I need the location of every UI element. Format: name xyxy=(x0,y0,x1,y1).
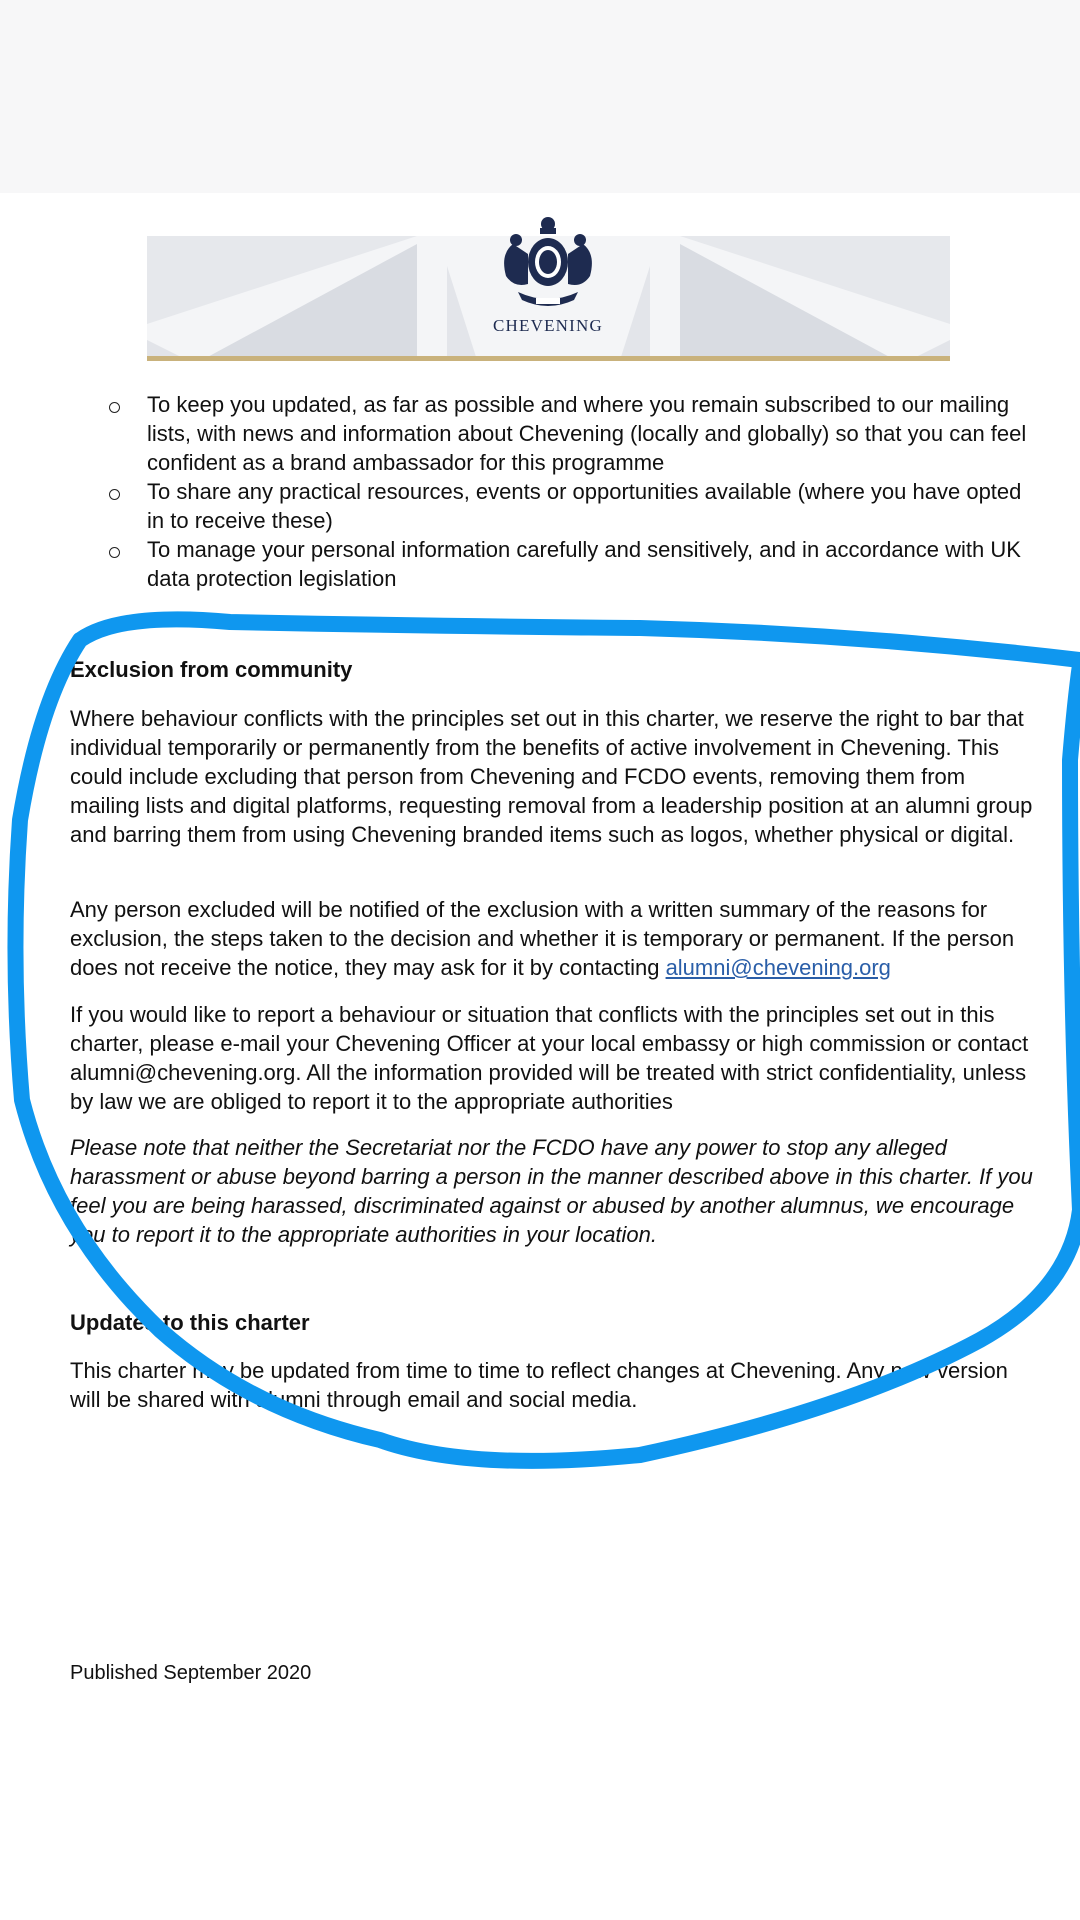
list-item xyxy=(105,477,1035,535)
royal-coat-of-arms-icon xyxy=(488,214,608,314)
exclusion-heading: Exclusion from community xyxy=(70,657,353,682)
hollow-bullet-icon xyxy=(109,489,120,500)
bullet-text: To share any practical resources, events or opportunities available (where you have opted in to receive these) xyxy=(147,479,1022,533)
exclusion-paragraph-2-text: Any person excluded will be notified of the exclusion with a written summary of the reasons for exclusion, the steps taken to the decision and whether it is temporary or permanent. If the person does not receive the notice, they may ask for it by contacting xyxy=(70,897,1015,980)
hollow-bullet-icon xyxy=(109,547,120,558)
list-item xyxy=(105,390,1035,477)
alumni-email-link[interactable]: alumni@chevening.org xyxy=(665,955,891,980)
list-item xyxy=(105,535,1035,593)
exclusion-paragraph-3: If you would like to report a behaviour or situation that conflicts with the principles set out in this charter, please e-mail your Chevening Officer at your local embassy or high commission or contact alumni@chevening.org. All the information provided will be treated with strict confidentiality, unless by law we are obliged to report it to the appropriate authorities xyxy=(70,1002,1029,1114)
bullet-text: To manage your personal information carefully and sensitively, and in accordance with UK data protection legislation xyxy=(147,537,1021,591)
published-date: Published September 2020 xyxy=(70,1662,312,1684)
exclusion-note: Please note that neither the Secretariat nor the FCDO have any power to stop any alleged harassment or abuse beyond barring a person in the manner described above in this charter. If you feel you are being harassed, discriminated against or abused by another alumnus, we encourage you to report it to the appropriate authorities in your location. xyxy=(70,1135,1033,1247)
top-blank-band xyxy=(0,0,1080,193)
exclusion-paragraph-2 xyxy=(70,895,1040,982)
updates-heading: Updates to this charter xyxy=(70,1310,310,1335)
updates-paragraph: This charter may be updated from time to time to reflect changes at Chevening. Any new version will be shared with alumni through email and social media. xyxy=(70,1358,1008,1412)
bullet-list xyxy=(105,390,1035,593)
bullet-text: To keep you updated, as far as possible and where you remain subscribed to our mailing lists, with news and information about Chevening (locally and globally) so that you can feel confident as a brand ambassador for this programme xyxy=(147,392,1027,475)
hollow-bullet-icon xyxy=(109,402,120,413)
header-gold-rule xyxy=(147,356,950,361)
brand-name: CHEVENING xyxy=(493,316,603,335)
exclusion-paragraph-1: Where behaviour conflicts with the principles set out in this charter, we reserve the right to bar that individual temporarily or permanently from the benefits of active involvement in Chevening. This could include excluding that person from Chevening and FCDO events, removing them from mailing lists and digital platforms, requesting removal from a leadership position at an alumni group and barring them from using Chevening branded items such as logos, whether physical or digital. xyxy=(70,706,1033,847)
